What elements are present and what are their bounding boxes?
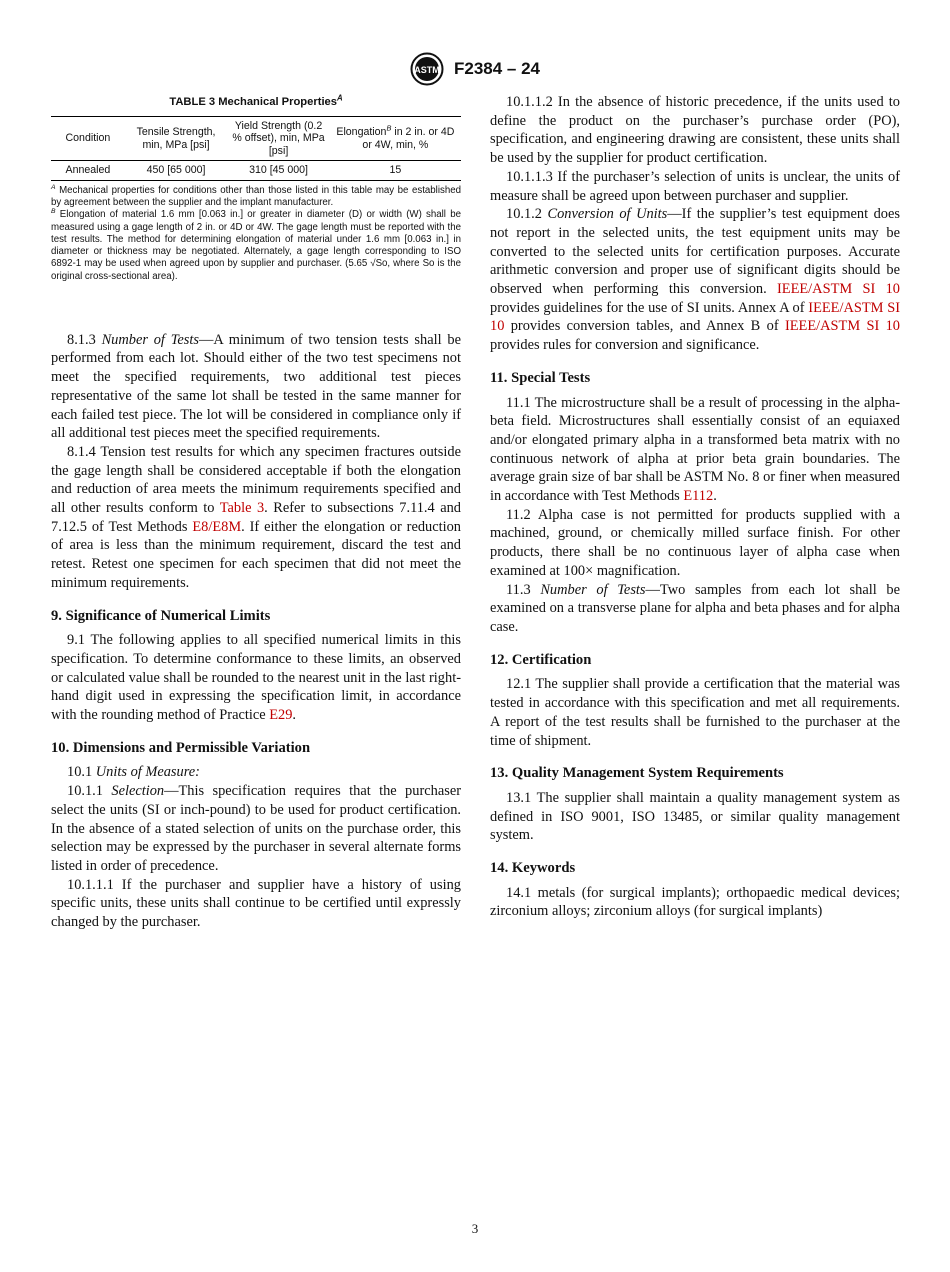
link-table-3[interactable]: Table 3 bbox=[219, 500, 265, 517]
page-header bbox=[0, 52, 950, 86]
table-row: Annealed 450 [65 000] 310 [45 000] 15 bbox=[51, 161, 461, 181]
section-heading-10: 10. Dimensions and Permissible Variation bbox=[51, 739, 311, 756]
col-header-tensile: Tensile Strength, min, MPa [psi] bbox=[136, 126, 216, 151]
paragraph-13-1: 13.1 The supplier shall maintain a quality management system as defined in ISO 9001, ISO 13485, or similar quality management system. bbox=[490, 789, 900, 844]
paragraph-10-1-2: 10.1.2 Conversion of Units—If the supplier’s test equipment does not report in the selected units, the test equipment units may be converted to the selected units for certification purposes. Accurate arithmetic conversion and proper use of significant digits should be observed when performing this conversion. IEEE/ASTM SI 10 provides guidelines for the use of SI units. Annex A of IEEE/ASTM SI 10 provides conversion tables, and Annex B of IEEE/ASTM SI 10 provides rules for conversion and significance. bbox=[490, 206, 900, 354]
col-header-yield: Yield Strength (0.2 % offset), min, MPa [psi] bbox=[232, 119, 325, 157]
paragraph-10-1-1-2: 10.1.1.2 In the absence of historic precedence, if the units used to define the product on the purchaser’s purchase order (PO), specification, and engineering drawing are consistent, these units shall be used by the supplier for product certification. bbox=[490, 94, 900, 167]
link-e29[interactable]: E29 bbox=[269, 707, 293, 724]
footnote-b: $^B$ Elongation of material 1.6 mm [0.063 in.] or greater in diameter (D) or width (W) shall be measured using a gage length of 2 in. or 4D or 4W. The gage length must be reported with the test results. The method for determining elongation of material under 1.6 mm [0.063 in.] in diameter or thickness may be negotiated. Alternately, a gage length corresponding to ISO 6892-1 may be used when agreed upon by supplier and purchaser. (5.65 √So, where So is the original cross-sectional area). bbox=[51, 208, 461, 282]
paragraph-10-1-1-3: 10.1.1.3 If the purchaser’s selection of units is unclear, the units of measure shall be agreed upon between purchaser and supplier. bbox=[490, 168, 900, 204]
paragraph-9-1: 9.1 The following applies to all specified numerical limits in this specification. To determine conformance to these limits, an observed or calculated value shall be rounded to the nearest unit in the last right-hand digit used in expressing the specification limit, in accordance with the rounding method of Practice E29. bbox=[51, 632, 461, 724]
paragraph-14-1: 14.1 metals (for surgical implants); orthopaedic medical devices; zirconium alloys; zirconium alloys (for surgical implants) bbox=[490, 884, 900, 920]
col-header-elongation: Elongation$^B$ in 2 in. or 4D or 4W, min, % bbox=[336, 123, 455, 151]
section-heading-11: 11. Special Tests bbox=[490, 369, 591, 386]
svg-text:ASTM: ASTM bbox=[414, 65, 440, 75]
footnote-a: $^A$ Mechanical properties for conditions other than those listed in this table may be established by agreement between the supplier and the implant manufacturer. bbox=[51, 183, 461, 209]
page-number: 3 bbox=[471, 1221, 479, 1236]
link-e8-e8m[interactable]: E8/E8M bbox=[192, 518, 242, 535]
astm-logo bbox=[410, 52, 444, 86]
link-e112[interactable]: E112 bbox=[683, 488, 714, 505]
paragraph-10-1: 10.1 Units of Measure: bbox=[67, 764, 200, 781]
link-ieee-astm-si10[interactable]: IEEE/ASTM SI 10 bbox=[777, 281, 900, 298]
col-header-condition: Condition bbox=[65, 132, 111, 145]
paragraph-10-1-1: 10.1.1 Selection—This specification requires that the purchaser select the units (SI or inch-pound) to be used for product certification. In the absence of a stated selection of units on the purchase order, this selection may be expressed by the purchaser in several alternate forms listed in order of precedence. bbox=[51, 783, 461, 874]
link-ieee-astm-si10[interactable]: IEEE/ASTM SI 10 bbox=[490, 299, 900, 335]
table-3 bbox=[51, 93, 461, 283]
right-column bbox=[490, 93, 900, 921]
section-heading-12: 12. Certification bbox=[490, 651, 592, 668]
paragraph-8-1-3: 8.1.3 Number of Tests—A minimum of two tension tests shall be performed from each lot. Should either of the two test specimens not meet the specified requirements, two additional test pieces representative of the same lot shall be tested in the same manner for each failed test piece. The lot will be considered in compliance only if all additional test pieces meet the specified requirements. bbox=[51, 331, 461, 442]
table-title: TABLE 3 Mechanical Properties$^A$ bbox=[169, 93, 343, 108]
paragraph-11-1: 11.1 The microstructure shall be a result of processing in the alpha-beta field. Microstructures shall essentially consist of an equiaxed and/or elongated primary alpha in a transformed beta matrix with no continuous network of alpha at prior beta grain boundaries. The average grain size of bar shall be ASTM No. 8 or finer when measured in accordance with Test Methods E112. bbox=[490, 394, 900, 505]
paragraph-11-2: 11.2 Alpha case is not permitted for products supplied with a machined, ground, or chemically milled surface finish. For other products, there shall be no continuous layer of alpha case when examined at 100× magnification. bbox=[490, 506, 900, 579]
paragraph-8-1-4: 8.1.4 Tension test results for which any specimen fractures outside the gage length shall be considered acceptable if both the elongation and reduction of area meets the minimum requirements specified and all other results conform to Table 3. Refer to subsections 7.11.4 and 7.12.5 of Test Methods E8/E8M. If either the elongation or reduction of area is less than the minimum requirement, discard the test and retest. Retest one specimen for each specimen that did not meet the minimum requirements. bbox=[51, 443, 461, 591]
left-column bbox=[51, 93, 461, 932]
mechanical-properties-table bbox=[51, 116, 461, 181]
paragraph-10-1-1-1: 10.1.1.1 If the purchaser and supplier have a history of using specific units, these units shall continue to be certified until expressly changed by the purchaser. bbox=[51, 876, 461, 931]
link-ieee-astm-si10[interactable]: IEEE/ASTM SI 10 bbox=[784, 318, 900, 335]
section-heading-13: 13. Quality Management System Requirements bbox=[490, 765, 784, 782]
section-heading-9: 9. Significance of Numerical Limits bbox=[51, 607, 271, 624]
standard-designation: F2384 – 24 bbox=[453, 59, 540, 78]
paragraph-12-1: 12.1 The supplier shall provide a certification that the material was tested in accordance with this specification and met all requirements. A report of the test results shall be furnished to the purchaser at the time of shipment. bbox=[490, 676, 900, 749]
section-heading-14: 14. Keywords bbox=[490, 860, 576, 877]
table-footnotes bbox=[51, 185, 461, 283]
paragraph-11-3: 11.3 Number of Tests—Two samples from each lot shall be examined on a transverse plane for alpha and beta phases and for alpha case. bbox=[490, 581, 900, 635]
